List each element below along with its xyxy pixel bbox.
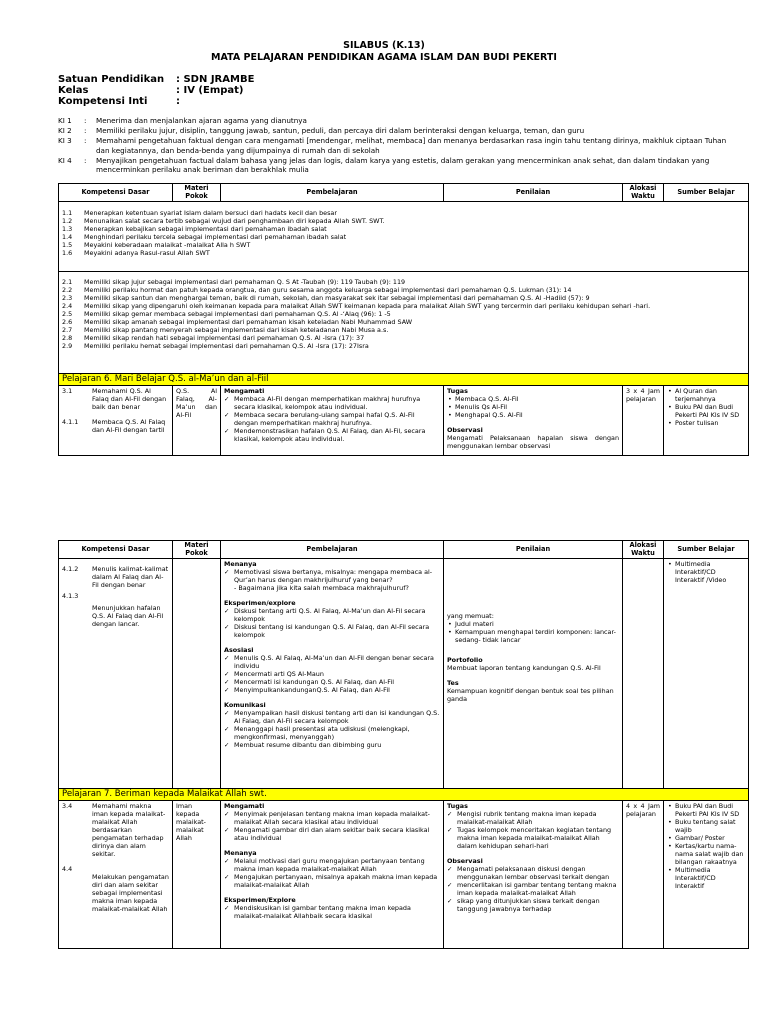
section-heading: Observasi xyxy=(447,857,483,865)
kd-text: Memahami makna iman kepada malaikat-malaikat Allah berdasarkan pengamatan terhadap dirinya dan alam sekitar. xyxy=(92,802,166,858)
ki-colon: : xyxy=(84,136,87,146)
kd-number: 2.6 xyxy=(62,318,73,326)
kd-number: 2.1 xyxy=(62,278,73,286)
section-heading: Menanya xyxy=(224,849,257,857)
kd-number: 2.3 xyxy=(62,294,73,302)
kd-text: Menghindari perilaku tercela sebagai implementasi dari pemahaman ibadah salat xyxy=(84,233,347,241)
activity-item: ✓ Membuat resume dibantu dan dibimbing guru xyxy=(224,741,440,749)
penilaian-cell xyxy=(444,386,623,456)
kd-text: Menerapkan ketentuan syariat Islam dalam bersuci dari hadats kecil dan besar xyxy=(84,209,337,217)
kd-cell xyxy=(59,386,173,456)
kd-number: 1.2 xyxy=(62,217,73,225)
assessment-item: • Judul materi xyxy=(447,620,619,628)
assessment-list xyxy=(447,620,619,644)
kd-number: 2.2 xyxy=(62,286,73,294)
kd-item xyxy=(62,278,745,286)
ki-list xyxy=(58,116,730,174)
kd-number: 1.3 xyxy=(62,225,73,233)
assessment-item: • Menghapal Q.S. Al-Fil xyxy=(447,411,619,419)
kd-item xyxy=(62,865,169,913)
kd-number: 2.7 xyxy=(62,326,73,334)
kd-number: 4.1.2 xyxy=(62,565,79,573)
kd-item xyxy=(62,294,745,302)
activity-item: ✓ Membaca Al-Fil dengan memperhatikan makhraj hurufnya secara klasikal, kelompok atau individual. xyxy=(224,395,440,411)
source-item: • Multimedia Interaktif/CD Interaktif /Video xyxy=(667,560,745,584)
assessment-list xyxy=(447,810,619,850)
activity-item: ✓ Menanggapi hasil presentasi ata udiskusi (melengkapi, mengkonfirmasi, menyanggah) xyxy=(224,725,440,741)
activity-item: ✓ Mencermati arti QS Al-Maun xyxy=(224,670,440,678)
activity-list xyxy=(224,395,440,443)
activity-list xyxy=(224,857,440,889)
activity-item: ✓ Mengamati gambar diri dan alam sekitar baik secara klasikal atau individual xyxy=(224,826,440,842)
section-heading: Tugas xyxy=(447,387,468,395)
sumber-cell xyxy=(664,386,749,456)
col-header: Pembelajaran xyxy=(221,541,444,559)
col-header: Materi Pokok xyxy=(173,184,221,202)
section-heading: Tes xyxy=(447,679,459,687)
kd-item xyxy=(62,418,169,434)
kd-number: 4.1.1 xyxy=(62,418,79,426)
kd-number: 1.6 xyxy=(62,249,73,257)
pembelajaran-cell xyxy=(221,801,444,949)
kd-number: 1.5 xyxy=(62,241,73,249)
assessment-list xyxy=(447,865,619,881)
assessment-list xyxy=(447,395,619,419)
kd-number: 3.1 xyxy=(62,387,73,395)
activity-item: ✓ Diskusi tentang arti Q.S. Al Falaq, Al-Ma’un dan Al-Fil secara kelompok xyxy=(224,607,440,623)
kd-text: Meyakini keberadaan malaikat -malaikat Alla h SWT xyxy=(84,241,251,249)
meta-label: Kelas xyxy=(58,85,89,96)
document-subtitle: MATA PELAJARAN PENDIDIKAN AGAMA ISLAM DAN BUDI PEKERTI xyxy=(211,52,557,63)
kd-text: Memiliki sikap yang dipengaruhi oleh keimanan kepada para malaikat Allah SWT keimanan kepada para malaikat Allah SWT yang tercermin dari perilaku kehidupan sehari -hari. xyxy=(84,302,651,310)
activity-item: ✓ Menyampaikan hasil diskusi tentang arti dan isi kandungan Q.S. Al Falaq, dan Al-Fil secara kelompok xyxy=(224,709,440,725)
kd-number: 2.4 xyxy=(62,302,73,310)
kd-item xyxy=(62,318,745,326)
kd-text: Memiliki perilaku hemat sebagai implementasi dari pemahaman Q.S. Al -Isra (17): 27Isra xyxy=(84,342,369,350)
assessment-text: Membuat laporan tentang kandungan Q.S. Al-Fil xyxy=(447,664,601,672)
kd-text: Memiliki sikap pantang menyerah sebagai implementasi dari kisah keteladanan Nabi Musa a.s. xyxy=(84,326,389,334)
kd-item xyxy=(62,310,745,318)
source-item: • Poster tulisan xyxy=(667,419,745,427)
kd-item xyxy=(62,225,745,233)
activity-item: ✓ Mencermati isi kandungan Q.S. Al Falaq, dan Al-Fil xyxy=(224,678,440,686)
activity-item: ✓ Mendiskusikan isi gambar tentang makna iman kepada malaikat-malaikat Allahbaik secara klasikal xyxy=(224,904,440,920)
source-item: • Buku tentang salat wajib xyxy=(667,818,745,834)
ki-code: KI 2 xyxy=(58,126,72,136)
kd-text: Memiliki perilaku hormat dan patuh kepada orangtua, dan guru sesama anggota keluarga sebagai implementasi dari pemahaman Q.S. Lukman (31): 14 xyxy=(84,286,572,294)
kd-text: Menerapkan kebajikan sebagai implementasi dari pemahaman ibadah salat xyxy=(84,225,327,233)
source-item: • Multimedia Interaktif/CD Interaktif xyxy=(667,866,745,890)
activity-item: - Bagaimana jika kita salah membaca makhrajulhuruf? xyxy=(234,584,409,592)
ki-code: KI 1 xyxy=(58,116,72,125)
kd-text: Membaca Q.S. Al Falaq dan Al-Fil dengan tartil xyxy=(92,418,166,434)
kd-item xyxy=(62,286,745,294)
source-list xyxy=(667,387,745,427)
lesson-6-heading: Pelajaran 6. Mari Belajar Q.S. al-Ma’un dan al-Fiil xyxy=(59,374,749,386)
kd-text: Memiliki sikap santun dan menghargai teman, baik di rumah, sekolah, dan masyarakat sek itar sebagai implementasi dari pemahaman Q.S. Al -Hadiid (57): 9 xyxy=(84,294,590,302)
document-title: SILABUS (K.13) xyxy=(343,40,425,51)
assessment-text: Kemampuan kognitif dengan bentuk soal tes pilihan ganda xyxy=(447,687,614,703)
meta-value: : SDN JRAMBE xyxy=(176,74,255,85)
activity-item: ✓ Menyimak penjelasan tentang makna iman kepada malaikat-malaikat Allah secara klasikal atau individual xyxy=(224,810,440,826)
activity-list xyxy=(224,568,440,584)
pembelajaran-cell xyxy=(221,386,444,456)
activity-list xyxy=(224,904,440,920)
kd1-block xyxy=(59,202,749,272)
section-heading: Asosiasi xyxy=(224,646,254,654)
kd-item xyxy=(62,217,745,225)
assessment-item: ✓ Mengisi rubrik tentang makna iman kepada malaikat-malaikat Allah xyxy=(447,810,619,826)
materi-cell: Q.S. Al Falaq, Al-Ma’un dan Al-Fil xyxy=(173,386,221,456)
meta-label: Kompetensi Inti xyxy=(58,96,148,107)
assessment-item: ✓ Mengamati pelaksanaan diskusi dengan menggunakan lembar observasi terkait dengan xyxy=(447,865,619,881)
col-header: Sumber Belajar xyxy=(664,184,749,202)
kd-item xyxy=(62,209,745,217)
syllabus-table-1 xyxy=(58,183,749,456)
ki-colon: : xyxy=(84,126,87,136)
sumber-cell xyxy=(664,801,749,949)
kd-number: 1.1 xyxy=(62,209,73,217)
source-list xyxy=(667,802,745,890)
meta-label: Satuan Pendidikan xyxy=(58,74,165,85)
kd-text: Menulis kalimat-kalimat dalam Al Falaq dan Al-Fil dengan benar xyxy=(92,565,169,589)
ki-code: KI 4 xyxy=(58,155,72,165)
col-header: Penilaian xyxy=(444,184,623,202)
kd-item xyxy=(62,592,169,628)
ki-item xyxy=(58,156,730,174)
kd-item xyxy=(62,802,169,858)
activity-item: ✓ Mendemonstrasikan hafalan Q.S. Al Falaq, dan Al-Fil, secara klasikal, kelompok atau individual. xyxy=(224,427,440,443)
kd-number: 1.4 xyxy=(62,233,73,241)
activity-list xyxy=(224,654,440,694)
kd-number: 4.4 xyxy=(62,865,73,873)
materi-cell: Iman kepada malaikat-malaikat Allah xyxy=(173,801,221,949)
meta-value: : xyxy=(176,96,180,107)
kd-item xyxy=(62,241,745,249)
kd-text: Menunjukkan hafalan Q.S. Al Falaq dan Al-Fil dengan lancar. xyxy=(92,604,164,628)
materi-cell xyxy=(173,559,221,789)
kd-number: 2.5 xyxy=(62,310,73,318)
source-item: • Buku PAI dan Budi Pekerti PAI Kls IV SD xyxy=(667,403,745,419)
section-heading: Tugas xyxy=(447,802,468,810)
ki-text: Menyajikan pengetahuan factual dalam bahasa yang jelas dan logis, dalam karya yang estetis, dalam gerakan yang mencerminkan anak sehat, dan dalam tindakan yang mencerminkan perilaku anak beriman dan berakhlak mulia xyxy=(96,155,710,175)
kd-number: 2.9 xyxy=(62,342,73,350)
assessment-text: yang memuat: xyxy=(447,612,494,620)
activity-list xyxy=(224,709,440,749)
alokasi-cell xyxy=(623,559,664,789)
activity-item: ✓ Mengajukan pertanyaan, misalnya apakah makna iman kepada malaikat-malaikat Allah xyxy=(224,873,440,889)
assessment-item: ✓ Tugas kelompok menceritakan kegiatan tentang makna iman kepada malaikat-malaikat Allah dalam kehidupan sehari-hari xyxy=(447,826,619,850)
source-list xyxy=(667,560,745,584)
activity-item: ✓ Memotivasi siswa bertanya, misalnya: mengapa membaca al-Qur’an harus dengan makhrijulhuruf yang benar? xyxy=(224,568,440,584)
section-heading: Eksperimen/explore xyxy=(224,599,296,607)
penilaian-cell xyxy=(444,559,623,789)
source-item: • Buku PAI dan Budi Pekerti PAI Kls IV SD xyxy=(667,802,745,818)
section-heading: Menanya xyxy=(224,560,257,568)
col-header: Sumber Belajar xyxy=(664,541,749,559)
ki-colon: : xyxy=(84,116,87,125)
section-heading: Portofolio xyxy=(447,656,483,664)
kd-cell xyxy=(59,559,173,789)
section-heading: Observasi xyxy=(447,426,483,434)
col-header: Pembelajaran xyxy=(221,184,444,202)
section-heading: Mengamati xyxy=(224,387,265,395)
pembelajaran-cell xyxy=(221,559,444,789)
ki-colon: : xyxy=(84,155,87,165)
assessment-item: ✓ sikap yang ditunjukkan siswa terkait dengan tanggung jawabnya terhadap xyxy=(447,897,619,913)
kd-text: Melakukan pengamatan diri dan alam sekitar sebagai implementasi makna iman kepada malaikat-malaikat Allah xyxy=(92,873,169,913)
section-heading: Komunikasi xyxy=(224,701,266,709)
ki-text: Menerima dan menjalankan ajaran agama yang dianutnya xyxy=(96,116,307,125)
sumber-cell xyxy=(664,559,749,789)
section-heading: Eksperimen/Explore xyxy=(224,896,296,904)
kd-text: Memiliki sikap gemar membaca sebagai implementasi dari pemahaman Q.S. Al -‘Alaq (96): 1 -5 xyxy=(84,310,391,318)
kd-text: Memiliki sikap jujur sebagai implementasi dari pemahaman Q. S At -Taubah (9): 119 Taubah (9): 119 xyxy=(84,278,406,286)
source-item: • Gambar/ Poster xyxy=(667,834,745,842)
ki-item xyxy=(58,116,730,125)
activity-item: ✓ Diskusi tentang isi kandungan Q.S. Al Falaq, dan Al-Fil secara kelompok xyxy=(224,623,440,639)
ki-item xyxy=(58,126,730,135)
col-header: Alokasi Waktu xyxy=(623,184,664,202)
activity-item: ✓ Menulis Q.S. Al Falaq, Al-Ma’un dan Al-Fil dengan benar secara individu xyxy=(224,654,440,670)
kd-text: Menunaikan salat secara tertib sebagai wujud dari penghambaan diri kepada Allah SWT. SWT. xyxy=(84,217,385,225)
kd-number: 4.1.3 xyxy=(62,592,79,600)
kd-item xyxy=(62,387,169,411)
col-header: Kompetensi Dasar xyxy=(59,541,173,559)
col-header: Alokasi Waktu xyxy=(623,541,664,559)
assessment-text: Mengamati Pelaksanaan hapalan siswa dengan menggunakan lembar observasi xyxy=(447,434,619,450)
assessment-sublist xyxy=(447,881,619,913)
alokasi-cell: 4 x 4 Jam pelajaran xyxy=(623,801,664,949)
kd-text: Memiliki sikap rendah hati sebagai implementasi dari pemahaman Q.S. Al -Isra (17): 37 xyxy=(84,334,365,342)
ki-item xyxy=(58,136,730,154)
kd-number: 2.8 xyxy=(62,334,73,342)
kd-number: 3.4 xyxy=(62,802,73,810)
ki-text: Memiliki perilaku jujur, disiplin, tanggung jawab, santun, peduli, dan percaya diri dalam berinteraksi dengan keluarga, teman, dan guru xyxy=(96,126,585,136)
kd-text: Memahami Q.S. Al Falaq dan Al-Fil dengan baik dan benar xyxy=(92,387,167,411)
ki-code: KI 3 xyxy=(58,136,72,146)
kd-text: Memiliki sikap amanah sebagai implementasi dari pemahaman kisah keteladan Nabi Muhammad SAW xyxy=(84,318,413,326)
kd-item xyxy=(62,233,745,241)
assessment-item: ✓ mencerlitakan isi gambar tentang tentang makna iman kepada malaikat-malaikat Allah xyxy=(447,881,619,897)
alokasi-cell: 3 x 4 Jam pelajaran xyxy=(623,386,664,456)
meta-kompetensi-inti xyxy=(58,96,180,108)
source-item: • Al Quran dan terjemahnya xyxy=(667,387,745,403)
activity-item: ✓ MenyimpulkankandunganQ.S. Al Falaq, dan Al-Fil xyxy=(224,686,440,694)
source-item: • Kertas/kartu nama-nama salat wajib dan bilangan rakaatnya xyxy=(667,842,745,866)
kd-item xyxy=(62,249,745,257)
ki-text: Memahami pengetahuan faktual dengan cara mengamati [mendengar, melihat, membaca] dan menanya berdasarkan rasa ingin tahu tentang dirinya, makhluk ciptaan Tuhan dan kegiatannya, dan benda-benda yang dijumpainya di rumah dan di sekolah xyxy=(96,136,727,155)
kd-item xyxy=(62,326,745,334)
col-header: Materi Pokok xyxy=(173,541,221,559)
kd-cell xyxy=(59,801,173,949)
lesson-7-heading: Pelajaran 7. Beriman kepada Malaikat Allah swt. xyxy=(59,789,749,801)
section-heading: Mengamati xyxy=(224,802,265,810)
activity-item: ✓ Membaca secara berulang-ulang sampai hafal Q.S. Al-Fil dengan memperhatikan makhraj hurufnya. xyxy=(224,411,440,427)
assessment-item: • Kemampuan menghapal terdiri komponen: lancar-sedang- tidak lancar xyxy=(447,628,619,644)
kd-item xyxy=(62,334,745,342)
kd2-block xyxy=(59,272,749,374)
assessment-item: • Membaca Q.S. Al-Fil xyxy=(447,395,619,403)
activity-list xyxy=(224,810,440,842)
kd-item xyxy=(62,565,169,589)
activity-item: ✓ Melalui motivasi dari guru mengajukan pertanyaan tentang makna iman kepada malaikat-malaikat Allah xyxy=(224,857,440,873)
syllabus-table-2 xyxy=(58,540,749,949)
kd-item xyxy=(62,302,745,310)
meta-value: : IV (Empat) xyxy=(176,85,244,96)
activity-list xyxy=(224,607,440,639)
col-header: Penilaian xyxy=(444,541,623,559)
kd-text: Meyakini adanya Rasul-rasul Allah SWT xyxy=(84,249,210,257)
kd-item xyxy=(62,342,745,350)
assessment-item: • Menulis Qs Al-Fil xyxy=(447,403,619,411)
col-header: Kompetensi Dasar xyxy=(59,184,173,202)
penilaian-cell xyxy=(444,801,623,949)
